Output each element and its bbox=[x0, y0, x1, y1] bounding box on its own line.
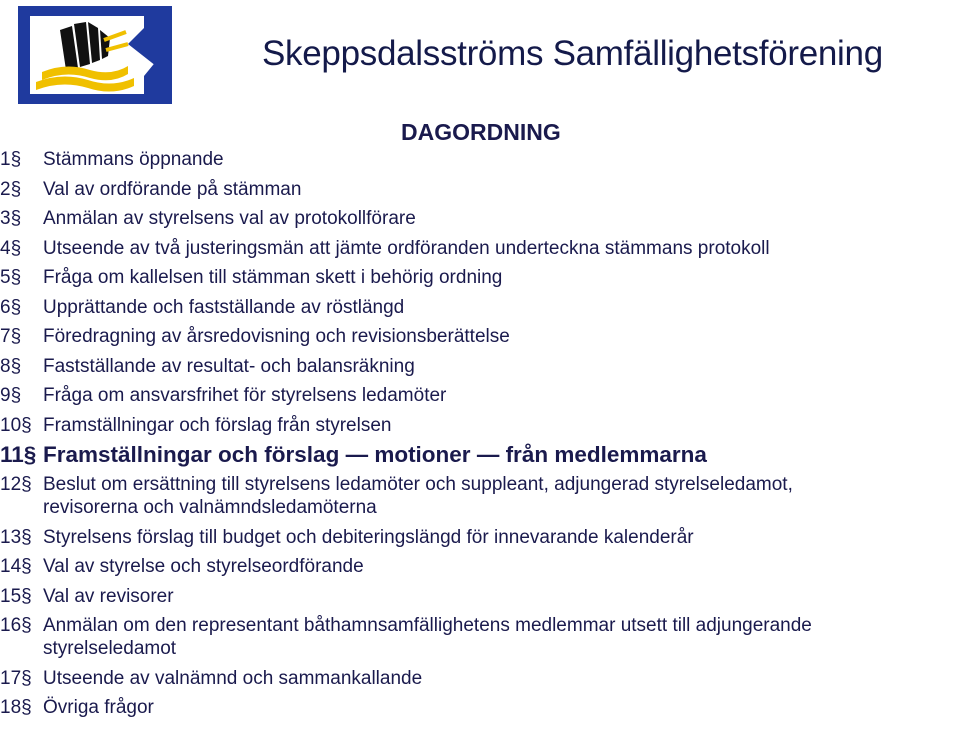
agenda-item-text: Styrelsens förslag till budget och debiteringslängd för innevarande kalenderår bbox=[43, 526, 694, 548]
agenda-item-number: 10§ bbox=[0, 414, 32, 436]
agenda-item-number: 5§ bbox=[0, 267, 22, 288]
agenda-item bbox=[0, 585, 960, 615]
agenda-item-number: 2§ bbox=[0, 178, 22, 200]
agenda-item-text: Fråga om kallelsen till stämman skett i behörig ordning bbox=[43, 267, 503, 288]
agenda-item-number: 3§ bbox=[0, 208, 22, 229]
agenda-item bbox=[0, 473, 960, 526]
agenda-item-number: 7§ bbox=[0, 326, 22, 347]
agenda-item-number: 4§ bbox=[0, 237, 22, 259]
agenda-item-number: 15§ bbox=[0, 585, 32, 607]
agenda-item-text: Val av styrelse och styrelseordförande bbox=[43, 556, 364, 577]
agenda-item-text: Utseende av två justeringsmän att jämte ordföranden underteckna stämmans protokoll bbox=[43, 237, 770, 259]
agenda-item-text: Upprättande och fastställande av röstlängd bbox=[43, 296, 405, 318]
agenda-item bbox=[0, 667, 960, 697]
agenda-item bbox=[0, 384, 960, 414]
agenda-item-number: 9§ bbox=[0, 385, 22, 406]
agenda-item-text: Fastställande av resultat- och balansräkning bbox=[43, 355, 415, 377]
agenda-item bbox=[0, 614, 960, 667]
agenda-item-text: Framställningar och förslag från styrelsen bbox=[43, 414, 392, 436]
agenda-item bbox=[0, 207, 960, 237]
agenda-item-number: 18§ bbox=[0, 697, 32, 718]
agenda-item-text: Framställningar och förslag — motioner — från medlemmarna bbox=[43, 442, 707, 467]
agenda-item-number: 8§ bbox=[0, 355, 22, 377]
agenda-item bbox=[0, 296, 960, 326]
agenda-item-number: 16§ bbox=[0, 615, 32, 636]
agenda-item bbox=[0, 325, 960, 355]
agenda-item-highlighted bbox=[0, 441, 960, 473]
agenda-item-number: 13§ bbox=[0, 526, 32, 548]
agenda-item-number: 17§ bbox=[0, 667, 32, 689]
agenda-item bbox=[0, 355, 960, 385]
agenda-item-text: Anmälan av styrelsens val av protokollförare bbox=[43, 208, 416, 229]
agenda-item-text: Anmälan om den representant båthamnsamfällighetens medlemmar utsett till adjungerande styrelseledamot bbox=[43, 615, 812, 659]
agenda-item bbox=[0, 266, 960, 296]
agenda-item-text: Övriga frågor bbox=[43, 697, 154, 718]
agenda-item-text: Beslut om ersättning till styrelsens ledamöter och suppleant, adjungerad styrelseledamot, revisorerna och valnämndsledamöterna bbox=[43, 474, 793, 518]
sailboat-pennant-logo-icon bbox=[16, 4, 174, 106]
agenda-item bbox=[0, 237, 960, 267]
agenda-item-text: Val av revisorer bbox=[43, 585, 174, 607]
agenda-item-text: Föredragning av årsredovisning och revisionsberättelse bbox=[43, 326, 510, 347]
agenda-item bbox=[0, 526, 960, 556]
organization-logo bbox=[16, 4, 174, 106]
agenda-item-number: 12§ bbox=[0, 474, 32, 495]
agenda-item-number: 1§ bbox=[0, 149, 22, 170]
agenda-item-text: Val av ordförande på stämman bbox=[43, 178, 302, 200]
agenda-item-text: Stämmans öppnande bbox=[43, 149, 224, 170]
agenda-item-number: 11§ bbox=[0, 442, 37, 467]
agenda-item bbox=[0, 414, 960, 444]
organization-title: Skeppsdalsströms Samfällighetsförening bbox=[262, 34, 883, 73]
agenda-list bbox=[0, 148, 960, 726]
agenda-item-text: Fråga om ansvarsfrihet för styrelsens ledamöter bbox=[43, 385, 447, 406]
agenda-item bbox=[0, 696, 960, 726]
agenda-item bbox=[0, 178, 960, 208]
agenda-item-number: 6§ bbox=[0, 296, 22, 318]
agenda-item-number: 14§ bbox=[0, 556, 32, 577]
agenda-item-text: Utseende av valnämnd och sammankallande bbox=[43, 667, 423, 689]
agenda-item bbox=[0, 148, 960, 178]
agenda-heading: DAGORDNING bbox=[401, 119, 561, 145]
agenda-item bbox=[0, 555, 960, 585]
